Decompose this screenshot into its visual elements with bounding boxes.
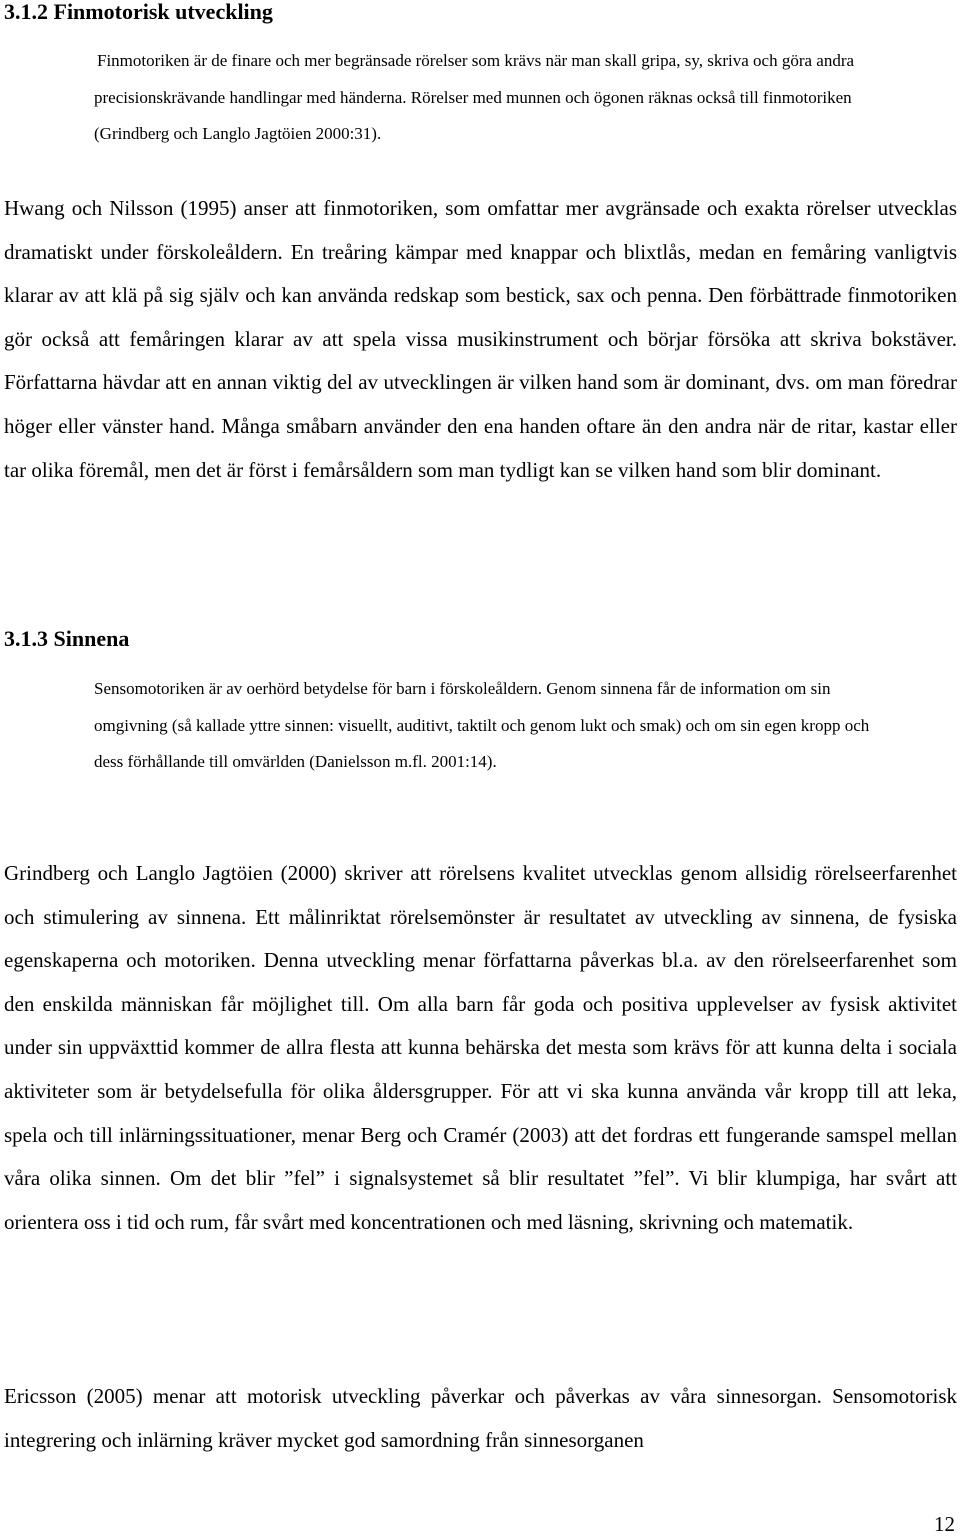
page-number: 12 <box>934 1512 955 1536</box>
body-paragraph-ericsson: Ericsson (2005) menar att motorisk utveckling påverkar och påverkas av våra sinnesorgan. Sensomotorisk integrering och inlärning kräver mycket god samordning från sinnesorganen <box>4 1384 957 1452</box>
body-paragraph-grindberg: Grindberg och Langlo Jagtöien (2000) skriver att rörelsens kvalitet utvecklas genom allsidig rörelseerfarenhet och stimulering av sinnena. Ett målinriktat rörelsemönster är resultatet av utveckling av sinnena, de fysiska egenskaperna och motoriken. Denna utveckling menar författarna påverkas bl.a. av den rörelseerfarenhet som den enskilda människan får möjlighet till. Om alla barn får goda och positiva upplevelser av fysisk aktivitet under sin uppväxttid kommer de allra flesta att kunna behärska det mesta som krävs för att kunna delta i sociala aktiviteter som är betydelsefulla för olika åldersgrupper. För att vi ska kunna använda vår kropp till att leka, spela och till inlärningssituationer, menar Berg och Cramér (2003) att det fordras ett fungerande samspel mellan våra olika sinnen. Om det blir ”fel” i signalsystemet så blir resultatet ”fel”. Vi blir klumpiga, har svårt att orientera oss i tid och rum, får svårt med koncentrationen och med läsning, skrivning och matematik. <box>4 861 957 1234</box>
body-paragraph-hwang-nilsson: Hwang och Nilsson (1995) anser att finmotoriken, som omfattar mer avgränsade och exakta rörelser utvecklas dramatiskt under förskoleåldern. En treåring kämpar med knappar och blixtlås, medan en femåring vanligtvis klarar av att klä på sig själv och kan använda redskap som bestick, sax och penna. Den förbättrade finmotoriken gör också att femåringen klarar av att spela vissa musikinstrument och börjar försöka att skriva bokstäver. Författarna hävdar att en annan viktig del av utvecklingen är vilken hand som är dominant, dvs. om man föredrar höger eller vänster hand. Många småbarn använder den ena handen oftare än den andra när de ritar, kastar eller tar olika föremål, men det är först i femårsåldern som man tydligt kan se vilken hand som blir dominant. <box>4 196 957 482</box>
section-heading-finmotorisk: 3.1.2 Finmotorisk utveckling <box>4 0 273 24</box>
block-quote-finmotorik: Finmotoriken är de finare och mer begränsade rörelser som krävs när man skall gripa, sy, skriva och göra andra precisionskrävande handlingar med händerna. Rörelser med munnen och ögonen räknas också till finmotoriken (Grindberg och Langlo Jagtöien 2000:31). <box>94 51 855 144</box>
block-quote-sensomotorik: Sensomotoriken är av oerhörd betydelse för barn i förskoleåldern. Genom sinnena får de information om sin omgivning (så kallade yttre sinnen: visuellt, auditivt, taktilt och genom lukt och smak) och om sin egen kropp och dess förhållande till omvärlden (Danielsson m.fl. 2001:14). <box>94 679 870 772</box>
section-heading-sinnena: 3.1.3 Sinnena <box>4 626 130 651</box>
